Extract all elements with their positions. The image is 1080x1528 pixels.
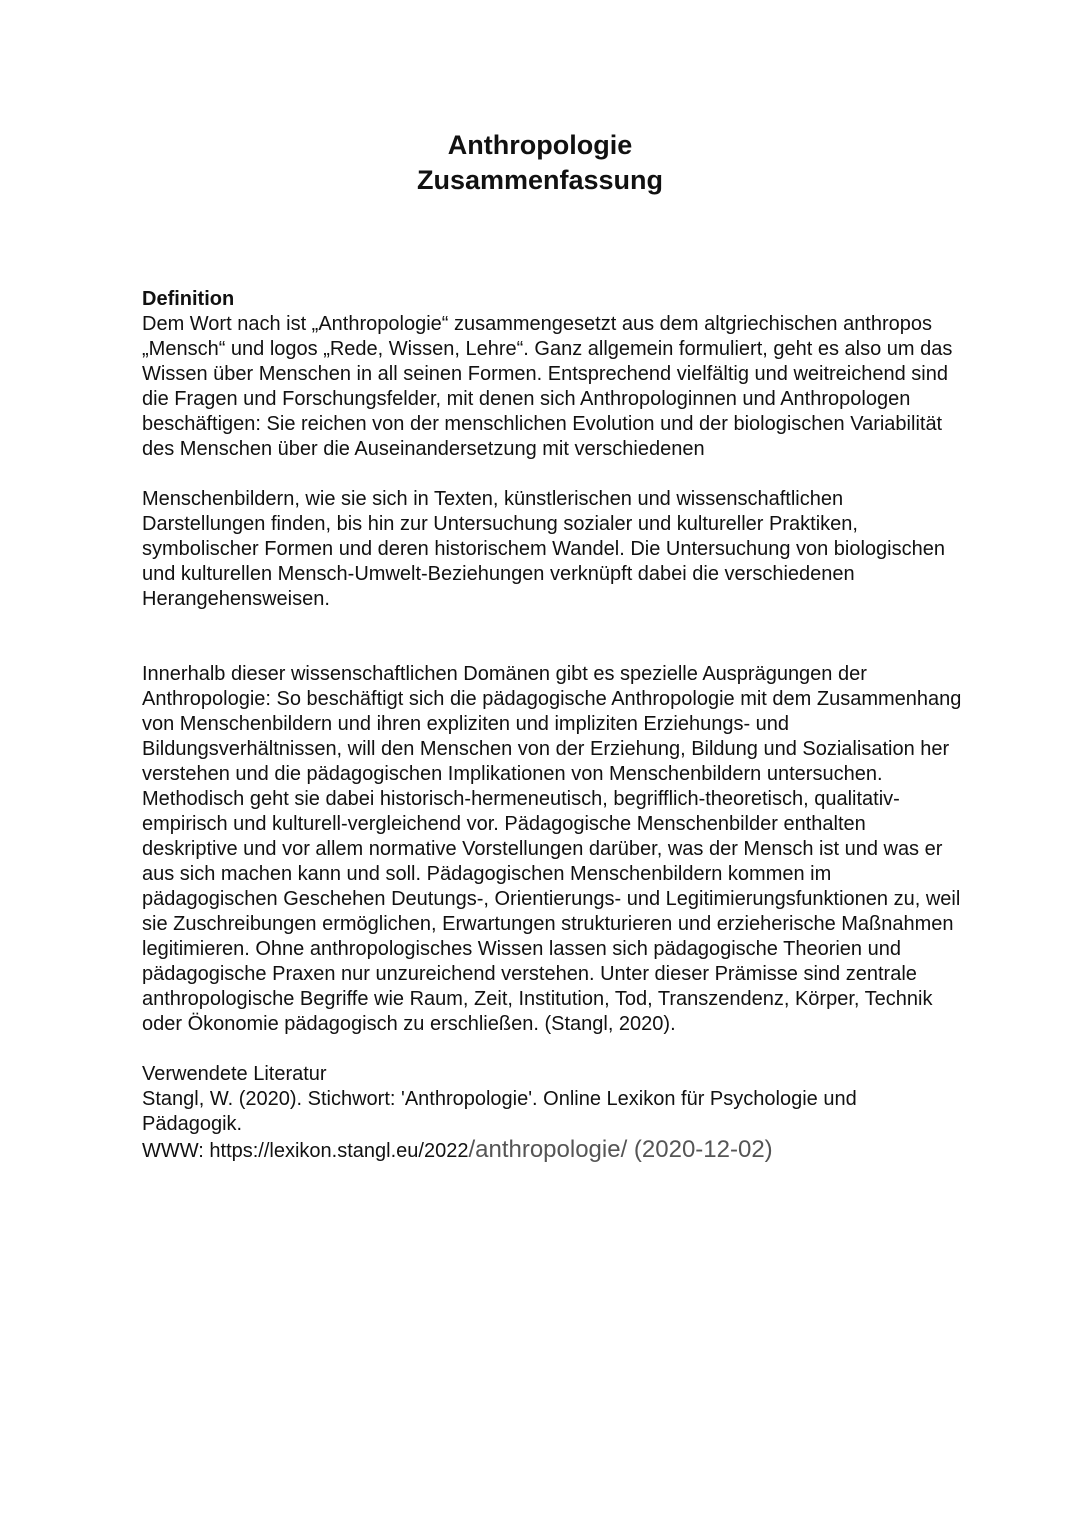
title-line-2: Zusammenfassung <box>416 165 664 195</box>
literature-entry: Stangl, W. (2020). Stichwort: 'Anthropologie'. Online Lexikon für Psychologie und Pädagogik. <box>142 1088 857 1135</box>
paragraph-1: Dem Wort nach ist „Anthropologie“ zusammengesetzt aus dem altgriechischen anthropos „Mensch“ und logos „Rede, Wissen, Lehre“. Ganz allgemein formuliert, geht es also um das Wissen über Menschen in all seinen Formen. Entsprechend vielfältig und weitreichend sind die Fragen und Forschungsfelder, mit denen sich Anthropologinnen und Anthropologen beschäftigen: Sie reichen von der menschlichen Evolution und der biologischen Variabilität des Menschen über die Auseinandersetzung mit verschiedenen <box>142 313 953 460</box>
spacer <box>142 1037 962 1062</box>
spacer <box>142 462 962 487</box>
literature-heading: Verwendete Literatur <box>142 1063 327 1085</box>
spacer <box>142 612 962 662</box>
document-title <box>0 128 1080 198</box>
paragraph-2: Menschenbildern, wie sie sich in Texten, künstlerischen und wissenschaftlichen Darstellungen finden, bis hin zur Untersuchung sozialer und kultureller Praktiken, symbolischer Formen und deren historischem Wandel. Die Untersuchung von biologischen und kulturellen Mensch-Umwelt-Beziehungen verknüpft dabei die verschiedenen Herangehensweisen. <box>142 488 945 610</box>
definition-heading: Definition <box>142 288 235 310</box>
url-prefix: WWW: https://lexikon.stangl.eu/2022 <box>142 1140 469 1162</box>
title-line-1: Anthropologie <box>447 130 633 160</box>
document-body <box>142 287 962 1164</box>
literature-url <box>142 1137 962 1164</box>
paragraph-3: Innerhalb dieser wissenschaftlichen Domänen gibt es spezielle Ausprägungen der Anthropologie: So beschäftigt sich die pädagogische Anthropologie mit dem Zusammenhang von Menschenbildern und ihren expliziten und impliziten Erziehungs- und Bildungsverhältnissen, will den Menschen von der Erziehung, Bildung und Sozialisation her verstehen und die pädagogischen Implikationen von Menschenbildern untersuchen. Methodisch geht sie dabei historisch-hermeneutisch, begrifflich-theoretisch, qualitativ-empirisch und kulturell-vergleichend vor. Pädagogische Menschenbilder enthalten deskriptive und vor allem normative Vorstellungen darüber, was der Mensch ist und was er aus sich machen kann und soll. Pädagogischen Menschenbildern kommen im pädagogischen Geschehen Deutungs-, Orientierungs- und Legitimierungsfunktionen zu, weil sie Zuschreibungen ermöglichen, Erwartungen strukturieren und erzieherische Maßnahmen legitimieren. Ohne anthropologisches Wissen lassen sich pädagogische Theorien und pädagogische Praxen nur unzureichend verstehen. Unter dieser Prämisse sind zentrale anthropologische Begriffe wie Raum, Zeit, Institution, Tod, Transzendenz, Körper, Technik oder Ökonomie pädagogisch zu erschließen. (Stangl, 2020). <box>142 663 962 1035</box>
url-tail: /anthropologie/ (2020-12-02) <box>468 1136 773 1163</box>
